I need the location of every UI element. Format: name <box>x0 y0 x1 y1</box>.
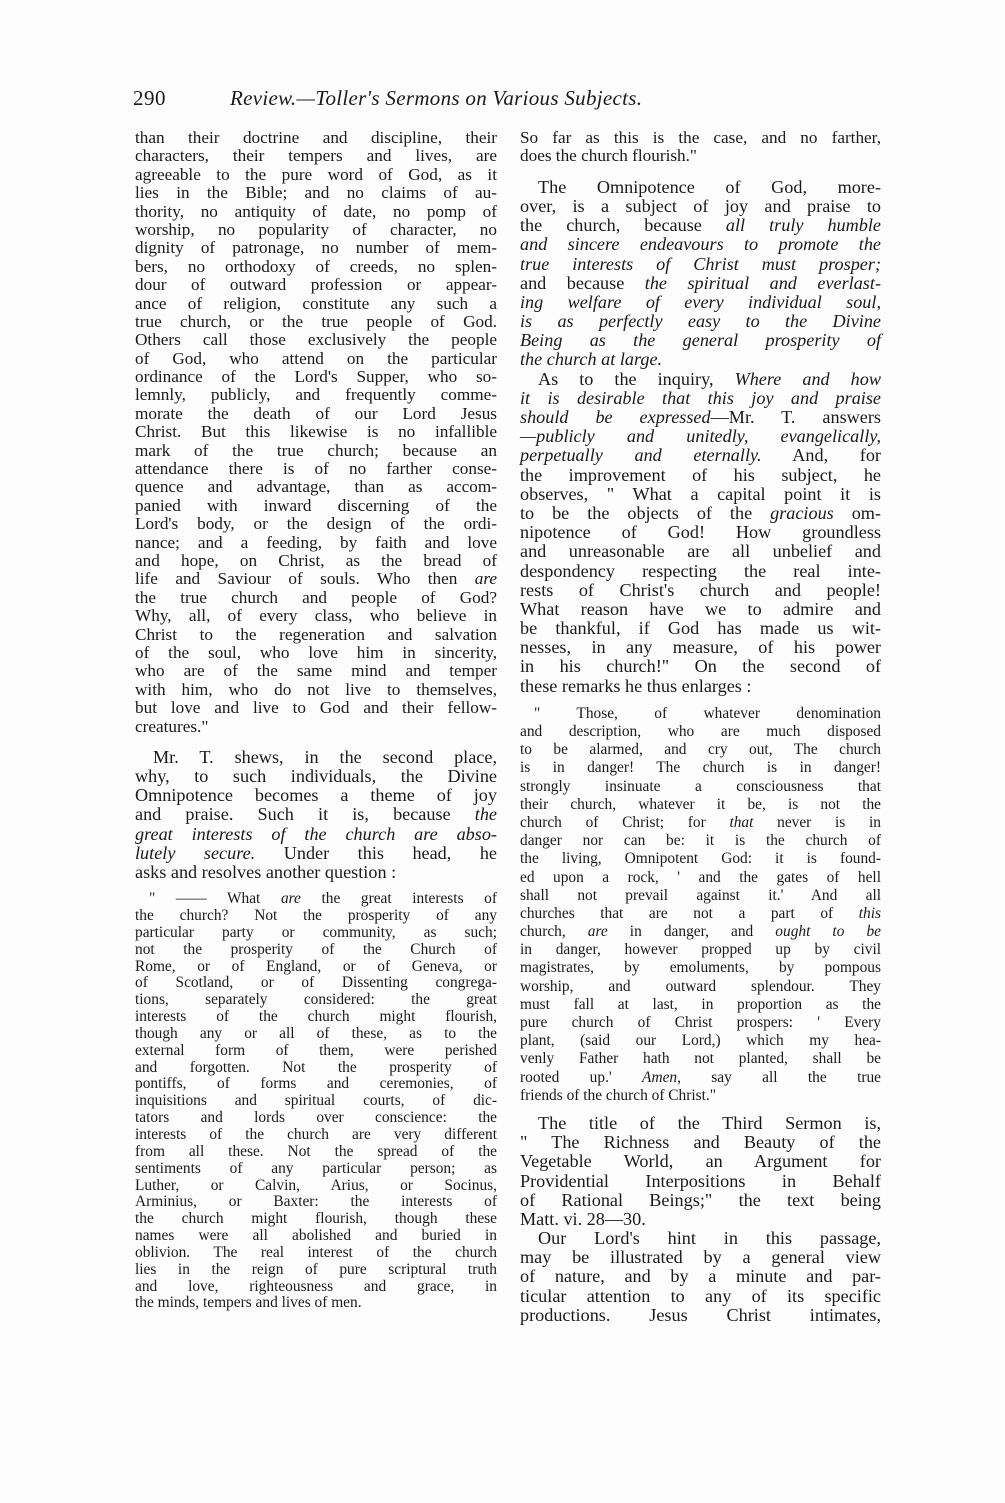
text-line: the true church and people of God? <box>135 587 497 607</box>
text-run: never is in <box>753 813 881 831</box>
paragraph-second-place <box>135 748 497 882</box>
text-line: interests of the church might flourish, <box>135 1008 497 1026</box>
text-line: characters, their tempers and lives, are <box>135 146 497 166</box>
text-line <box>520 427 881 446</box>
text-line: magistrates, by emoluments, by pompous <box>520 959 881 977</box>
text-line: despondency respecting the real inte- <box>520 560 881 581</box>
text-line: in his church!" On the second of <box>520 656 881 677</box>
text-line: the minds, tempers and lives of men. <box>135 1294 362 1312</box>
text-run: in danger, and <box>607 923 776 941</box>
text-line: lies in the Bible; and no claims of au- <box>135 183 497 203</box>
text-line: Christ. But this likewise is no infallible <box>135 422 497 442</box>
emphasis: the church at large. <box>520 349 663 370</box>
emphasis: Where and how <box>734 368 881 389</box>
emphasis: are <box>474 569 497 589</box>
text-line: observes, " What a capital point it is <box>520 483 881 504</box>
emphasis: are <box>280 890 301 908</box>
text-line: does the church flourish." <box>520 146 697 166</box>
text-line: Mr. T. shews, in the second place, <box>153 746 497 767</box>
text-line: dignity of patronage, no number of mem- <box>135 238 497 258</box>
emphasis: and sincere endeavours to promote the <box>520 234 881 255</box>
text-line <box>520 370 881 389</box>
emphasis: ought to be <box>775 923 881 941</box>
text-line: Vegetable World, an Argument for <box>520 1151 881 1172</box>
emphasis: ing welfare of every individual soul, <box>520 291 881 312</box>
text-line: worship, no popularity of character, no <box>135 219 497 239</box>
text-line: Others call those exclusively the people <box>135 330 497 350</box>
text-line: oblivion. The real interest of the church <box>135 1243 497 1261</box>
text-line: from all these. Not the spread of the <box>135 1142 497 1160</box>
text-line: of Scotland, or of Dissenting congrega- <box>135 974 497 992</box>
text-run: the great interests of <box>300 890 497 908</box>
text-line <box>520 235 881 254</box>
text-line: and unreasonable are all unbelief and <box>520 541 881 562</box>
text-line: and love, righteousness and grace, in <box>135 1277 497 1295</box>
text-line <box>520 446 881 465</box>
text-line: who are of the same mind and temper <box>135 661 497 681</box>
text-line: ed upon a rock, ' and the gates of hell <box>520 868 881 886</box>
text-line: venly Father hath not planted, shall be <box>520 1050 881 1068</box>
emphasis: the <box>474 804 497 825</box>
emphasis: gracious <box>770 502 834 523</box>
text-line: pure church of Christ prospers: ' Every <box>520 1014 881 1032</box>
text-line: tions, separately considered: the great <box>135 991 497 1009</box>
text-line: their church, whatever it be, is not the <box>520 795 881 813</box>
text-line: " The Richness and Beauty of the <box>520 1132 881 1153</box>
text-line: of Rational Beings;" the text being <box>520 1189 881 1210</box>
text-line <box>520 255 881 274</box>
text-line: mark of the true church; because an <box>135 440 497 460</box>
text-run: —Mr. T. answers <box>710 407 881 428</box>
text-line: these remarks he thus enlarges : <box>520 675 752 696</box>
text-line <box>135 570 497 588</box>
text-line: lies in the reign of pure scriptural truth <box>135 1260 497 1278</box>
text-run: and because <box>520 272 645 293</box>
emphasis: it is desirable that this joy and praise <box>520 387 881 408</box>
text-line: sentiments of any particular person; as <box>135 1159 497 1177</box>
paragraph-third-sermon <box>520 1114 881 1229</box>
text-line <box>135 825 497 844</box>
paragraph-lords-hint <box>520 1229 881 1325</box>
text-run: to be the objects of the <box>520 502 771 523</box>
text-line: tators and lords over conscience: the <box>135 1109 497 1127</box>
text-line: Arminius, or Baxter: the interests of <box>135 1193 497 1211</box>
emphasis: Amen <box>642 1068 678 1086</box>
text-line: lemnly, publicly, and frequently comme- <box>135 385 497 405</box>
text-run: churches that are not a part of <box>520 904 859 922</box>
emphasis: Being as the general prosperity of <box>520 330 881 351</box>
text-line: What reason have we to admire and <box>520 598 881 619</box>
text-line: external form of them, were perished <box>135 1041 497 1059</box>
text-line <box>520 312 881 331</box>
text-line: danger nor can be: it is the church of <box>520 832 881 850</box>
paragraph-true-church-continued <box>135 129 497 736</box>
text-line: but love and live to God and their fellow- <box>135 698 497 718</box>
running-title: Review.—Toller's Sermons on Various Subjects. <box>230 86 643 110</box>
text-line <box>520 389 881 408</box>
text-line: Luther, or Calvin, Arius, or Socinus, <box>135 1176 497 1194</box>
text-line: ance of religion, constitute any such a <box>135 293 497 313</box>
emphasis: should be expressed <box>520 407 711 428</box>
text-line: be thankful, if God has made us wit- <box>520 618 881 639</box>
text-line: to be alarmed, and cry out, The church <box>520 741 881 759</box>
text-line <box>520 1069 881 1087</box>
text-line <box>135 891 497 908</box>
text-line: The Omnipotence of God, more- <box>538 176 881 197</box>
paragraph-quote-end <box>520 129 881 166</box>
text-line: morate the death of our Lord Jesus <box>135 403 497 423</box>
text-line: dour of outward profession or appear- <box>135 275 497 295</box>
text-line: " Those, of whatever denomination <box>534 704 881 722</box>
quotation-great-interests <box>135 891 497 1312</box>
text-run: om- <box>833 502 881 523</box>
emphasis: are <box>587 923 608 941</box>
text-line: bers, no orthodoxy of creeds, no splen- <box>135 256 497 276</box>
text-line <box>135 844 497 863</box>
page-number: 290 <box>133 86 166 110</box>
text-run: As to the inquiry, <box>538 368 735 389</box>
text-line: true church, or the true people of God. <box>135 311 497 331</box>
text-line: why, to such individuals, the Divine <box>135 766 497 787</box>
text-line: So far as this is the case, and no farther, <box>520 128 881 147</box>
text-line: panied with inward discerning of the <box>135 495 497 515</box>
text-line: worship, and outward splendour. They <box>520 977 881 995</box>
text-line: must fall at last, in proportion as the <box>520 995 881 1013</box>
text-line: nesses, in any measure, of his power <box>520 637 881 658</box>
left-column <box>135 129 497 1312</box>
text-line <box>520 814 881 832</box>
text-run: Under this head, he <box>255 842 497 863</box>
text-line: of the soul, who love him in sincerity, <box>135 642 497 662</box>
text-line: not the prosperity of the Church of <box>135 940 497 958</box>
text-line: pontiffs, of forms and ceremonies, of <box>135 1075 497 1093</box>
text-line: friends of the church of Christ." <box>520 1086 717 1104</box>
text-line <box>520 331 881 350</box>
text-line: Providential Interpositions in Behalf <box>520 1170 881 1191</box>
text-line <box>520 923 881 941</box>
text-line: particular party or community, as such; <box>135 923 497 941</box>
text-line: Our Lord's hint in this passage, <box>538 1228 881 1249</box>
text-line: Christ to the regeneration and salvation <box>135 624 497 644</box>
text-line: nance; and a feeding, by faith and love <box>135 532 497 552</box>
text-line: nipotence of God! How groundless <box>520 522 881 543</box>
text-line: Why, all, of every class, who believe in <box>135 606 497 626</box>
text-line: agreeable to the pure word of God, as it <box>135 164 497 184</box>
text-line <box>520 905 881 923</box>
emphasis: perpetually and eternally. <box>520 445 762 466</box>
text-line: names were all abolished and buried in <box>135 1227 497 1245</box>
text-line <box>520 350 881 369</box>
text-line: and forgotten. Not the prosperity of <box>135 1058 497 1076</box>
text-run: church of Christ; for <box>520 813 730 831</box>
text-line: Lord's body, or the design of the ordi- <box>135 514 497 534</box>
text-line <box>520 216 881 235</box>
text-line: inquisitions and spiritual courts, of dic- <box>135 1092 497 1110</box>
text-line: Omnipotence becomes a theme of joy <box>135 785 497 806</box>
text-line: thority, no antiquity of date, no pomp of <box>135 201 497 221</box>
emphasis: that <box>729 813 754 831</box>
text-line <box>520 293 881 312</box>
text-line: interests of the church are very different <box>135 1126 497 1144</box>
text-line: though any or all of these, as to the <box>135 1024 497 1042</box>
text-line <box>520 274 881 293</box>
emphasis: the spiritual and everlast- <box>644 272 881 293</box>
emphasis: all truly humble <box>725 215 882 236</box>
right-column <box>520 129 881 1325</box>
text-line: of nature, and by a minute and par- <box>520 1266 881 1287</box>
text-run: and praise. Such it is, because <box>135 804 475 825</box>
text-line: rests of Christ's church and people! <box>520 579 881 600</box>
text-line: Matt. vi. 28—30. <box>520 1208 646 1229</box>
text-line: may be illustrated by a general view <box>520 1247 881 1268</box>
text-line: ticular attention to any of its specific <box>520 1285 881 1306</box>
text-line <box>135 805 497 824</box>
emphasis: —publicly and unitedly, evangelically, <box>520 426 881 447</box>
text-line: shall not prevail against it.' And all <box>520 886 881 904</box>
text-run: rooted up.' <box>520 1068 643 1086</box>
text-run: church, <box>520 923 588 941</box>
text-line: the church might flourish, though these <box>135 1210 497 1228</box>
text-line: the living, Omnipotent God: it is found- <box>520 850 881 868</box>
text-line: over, is a subject of joy and praise to <box>520 195 881 216</box>
running-head <box>133 86 883 112</box>
text-line: The title of the Third Sermon is, <box>538 1112 881 1133</box>
text-line: is in danger! The church is in danger! <box>520 759 881 777</box>
text-line: in danger, however propped up by civil <box>520 941 881 959</box>
text-line: quence and advantage, than as accom- <box>135 477 497 497</box>
text-run: " —— What <box>149 890 281 908</box>
text-run: And, for <box>761 445 881 466</box>
text-line <box>520 504 881 523</box>
emphasis: true interests of Christ must prosper; <box>520 253 881 274</box>
text-line: and hope, on Christ, as the bread of <box>135 550 497 570</box>
text-line: the improvement of his subject, he <box>520 464 881 485</box>
emphasis: this <box>858 904 881 922</box>
text-line: ordinance of the Lord's Supper, who so- <box>135 367 497 387</box>
text-run: the church, because <box>520 215 726 236</box>
text-line: plant, (said our Lord,) which my hea- <box>520 1032 881 1050</box>
paragraph-omnipotence <box>520 178 881 370</box>
text-line: with him, who do not live to themselves, <box>135 679 497 699</box>
text-line: creatures." <box>135 716 209 736</box>
text-line: and description, who are much disposed <box>520 723 881 741</box>
paragraph-inquiry <box>520 370 881 696</box>
emphasis: lutely secure. <box>135 842 256 863</box>
quotation-church-in-danger <box>520 705 881 1105</box>
text-line: attendance there is of no farther conse- <box>135 459 497 479</box>
emphasis: great interests of the church are abso- <box>135 823 497 844</box>
text-run: life and Saviour of souls. Who then <box>135 569 475 589</box>
text-line: productions. Jesus Christ intimates, <box>520 1304 881 1325</box>
emphasis: is as perfectly easy to the Divine <box>520 311 881 332</box>
text-line <box>520 408 881 427</box>
text-line: asks and resolves another question : <box>135 862 397 883</box>
text-line: strongly insinuate a consciousness that <box>520 777 881 795</box>
text-line: of God, who attend on the particular <box>135 348 497 368</box>
text-run: , say all the true <box>677 1068 881 1086</box>
text-line: than their doctrine and discipline, their <box>135 128 497 147</box>
text-line: the church? Not the prosperity of any <box>135 907 497 925</box>
text-line: Rome, or of England, or of Geneva, or <box>135 957 497 975</box>
